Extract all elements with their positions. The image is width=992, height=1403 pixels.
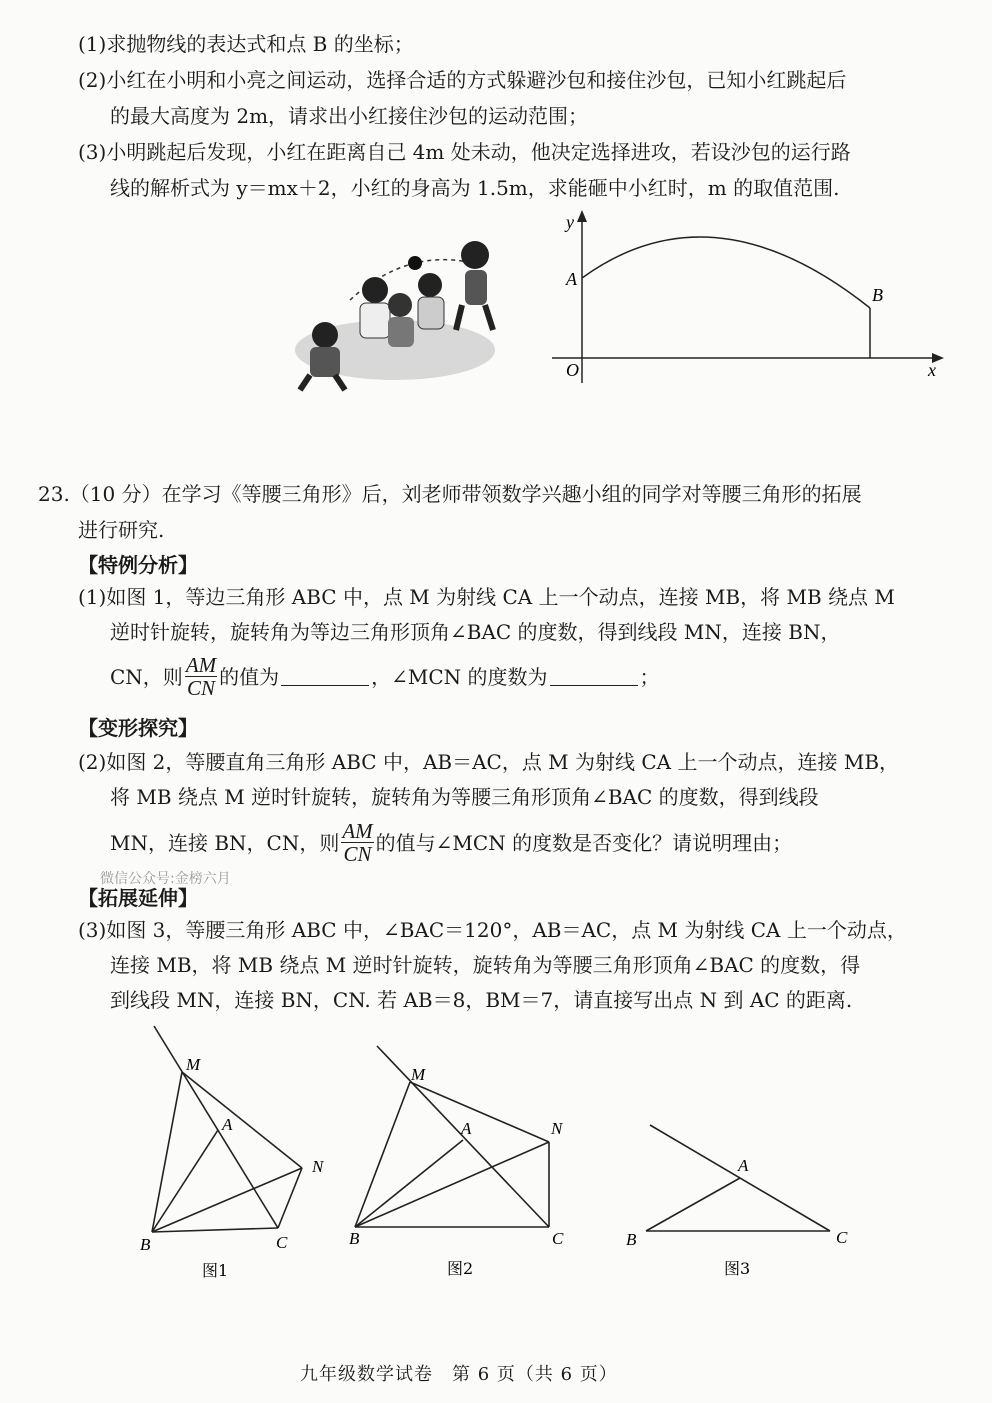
fig3-label-a: A [738, 1156, 749, 1175]
answer-blank-angle [550, 667, 638, 686]
graph-y-label: y [566, 212, 574, 232]
fraction-denominator: CN [186, 676, 215, 701]
fig1-label-n: N [312, 1157, 324, 1176]
watermark-text: 微信公众号:金榜六月 [100, 871, 231, 887]
graph-point-a-label: A [566, 269, 577, 289]
fraction-numerator: AM [185, 653, 217, 677]
q22-part3-line2: 线的解析式为 y＝mx＋2，小红的身高为 1.5m，求能砸中小红时，m 的取值范围. [110, 176, 840, 200]
graph-origin-label: O [566, 360, 579, 380]
section-heading-special-case: 【特例分析】 [78, 553, 198, 577]
parabola-graph [548, 208, 948, 388]
q23-intro-line1: 23.（10 分）在学习《等腰三角形》后，刘老师带领数学兴趣小组的同学对等腰三角形的拓展 [38, 482, 862, 506]
q23-part3-line1: (3)如图 3，等腰三角形 ABC 中，∠BAC＝120°，AB＝AC，点 M 为射线 CA 上一个动点， [78, 918, 907, 942]
q22-part3-line1: (3)小明跳起后发现，小红在距离自己 4m 处未动，他决定选择进攻，若设沙包的运行路 [78, 140, 851, 164]
q23-part1-line3-end: ； [639, 664, 660, 689]
figure-3 [620, 1115, 860, 1285]
q23-part1-line1: (1)如图 1，等边三角形 ABC 中，点 M 为射线 CA 上一个动点，连接 MB，将 MB 绕点 M [78, 585, 895, 609]
fig1-label-m: M [186, 1055, 201, 1074]
fig1-label-a: A [222, 1115, 233, 1134]
figure-1 [130, 1022, 340, 1282]
fig2-label-a: A [461, 1119, 472, 1138]
page-footer: 九年级数学试卷 第 6 页（共 6 页） [300, 1364, 618, 1385]
section-heading-variation: 【变形探究】 [78, 716, 198, 740]
q23-part2-line3 [110, 820, 792, 865]
q23-part1-line3 [110, 654, 660, 699]
fig2-caption: 图2 [447, 1259, 474, 1278]
fig1-label-c: C [276, 1233, 288, 1252]
fig3-caption: 图3 [724, 1259, 751, 1278]
q23-part1-line2: 逆时针旋转，旋转角为等边三角形顶角∠BAC 的度数，得到线段 MN，连接 BN， [110, 620, 841, 644]
fraction-denominator-2: CN [343, 842, 372, 867]
q23-part2-line3-prefix: MN，连接 BN，CN，则 [110, 830, 340, 855]
fig1-label-b: B [140, 1235, 151, 1254]
children-playing-illustration [280, 225, 525, 400]
fig3-label-c: C [836, 1228, 848, 1247]
graph-point-b-label: B [872, 285, 883, 305]
q22-part2-line2: 的最大高度为 2m，请求出小红接住沙包的运动范围； [110, 104, 589, 128]
q23-part3-line3: 到线段 MN，连接 BN，CN. 若 AB＝8，BM＝7，请直接写出点 N 到 AC 的距离. [110, 988, 853, 1012]
q23-part2-line1: (2)如图 2，等腰直角三角形 ABC 中，AB＝AC，点 M 为射线 CA 上一个动点，连接 MB， [78, 750, 900, 774]
fig2-label-c: C [552, 1229, 564, 1248]
q23-part3-line2: 连接 MB，将 MB 绕点 M 逆时针旋转，旋转角为等腰三角形顶角∠BAC 的度数，得 [110, 953, 861, 977]
fig1-caption: 图1 [202, 1261, 229, 1280]
fig2-label-m: M [411, 1065, 426, 1084]
q22-part2-line1: (2)小红在小明和小亮之间运动，选择合适的方式躲避沙包和接住沙包，已知小红跳起后 [78, 68, 847, 92]
q23-part1-line3-prefix: CN，则 [110, 664, 183, 689]
q23-part2-line3-suffix: 的值与∠MCN 的度数是否变化？请说明理由； [375, 830, 793, 855]
q22-part1: (1)求抛物线的表达式和点 B 的坐标； [78, 32, 414, 56]
fraction-numerator-2: AM [342, 819, 373, 843]
q23-part1-line3-mid: 的值为 [219, 664, 280, 689]
answer-blank-ratio [281, 667, 369, 686]
q23-part2-line2: 将 MB 绕点 M 逆时针旋转，旋转角为等腰三角形顶角∠BAC 的度数，得到线段 [110, 785, 819, 809]
fraction-am-over-cn [185, 654, 217, 699]
fig2-label-n: N [551, 1119, 563, 1138]
fig3-label-b: B [626, 1230, 637, 1249]
figure-2 [345, 1042, 575, 1282]
fig2-label-b: B [349, 1229, 360, 1248]
q23-part1-line3-mid2: ，∠MCN 的度数为 [371, 664, 548, 689]
graph-x-label: x [928, 360, 936, 380]
section-heading-extension: 【拓展延伸】 [78, 886, 198, 910]
fraction-am-over-cn-2 [341, 820, 373, 865]
q23-intro-line2: 进行研究. [78, 518, 165, 542]
